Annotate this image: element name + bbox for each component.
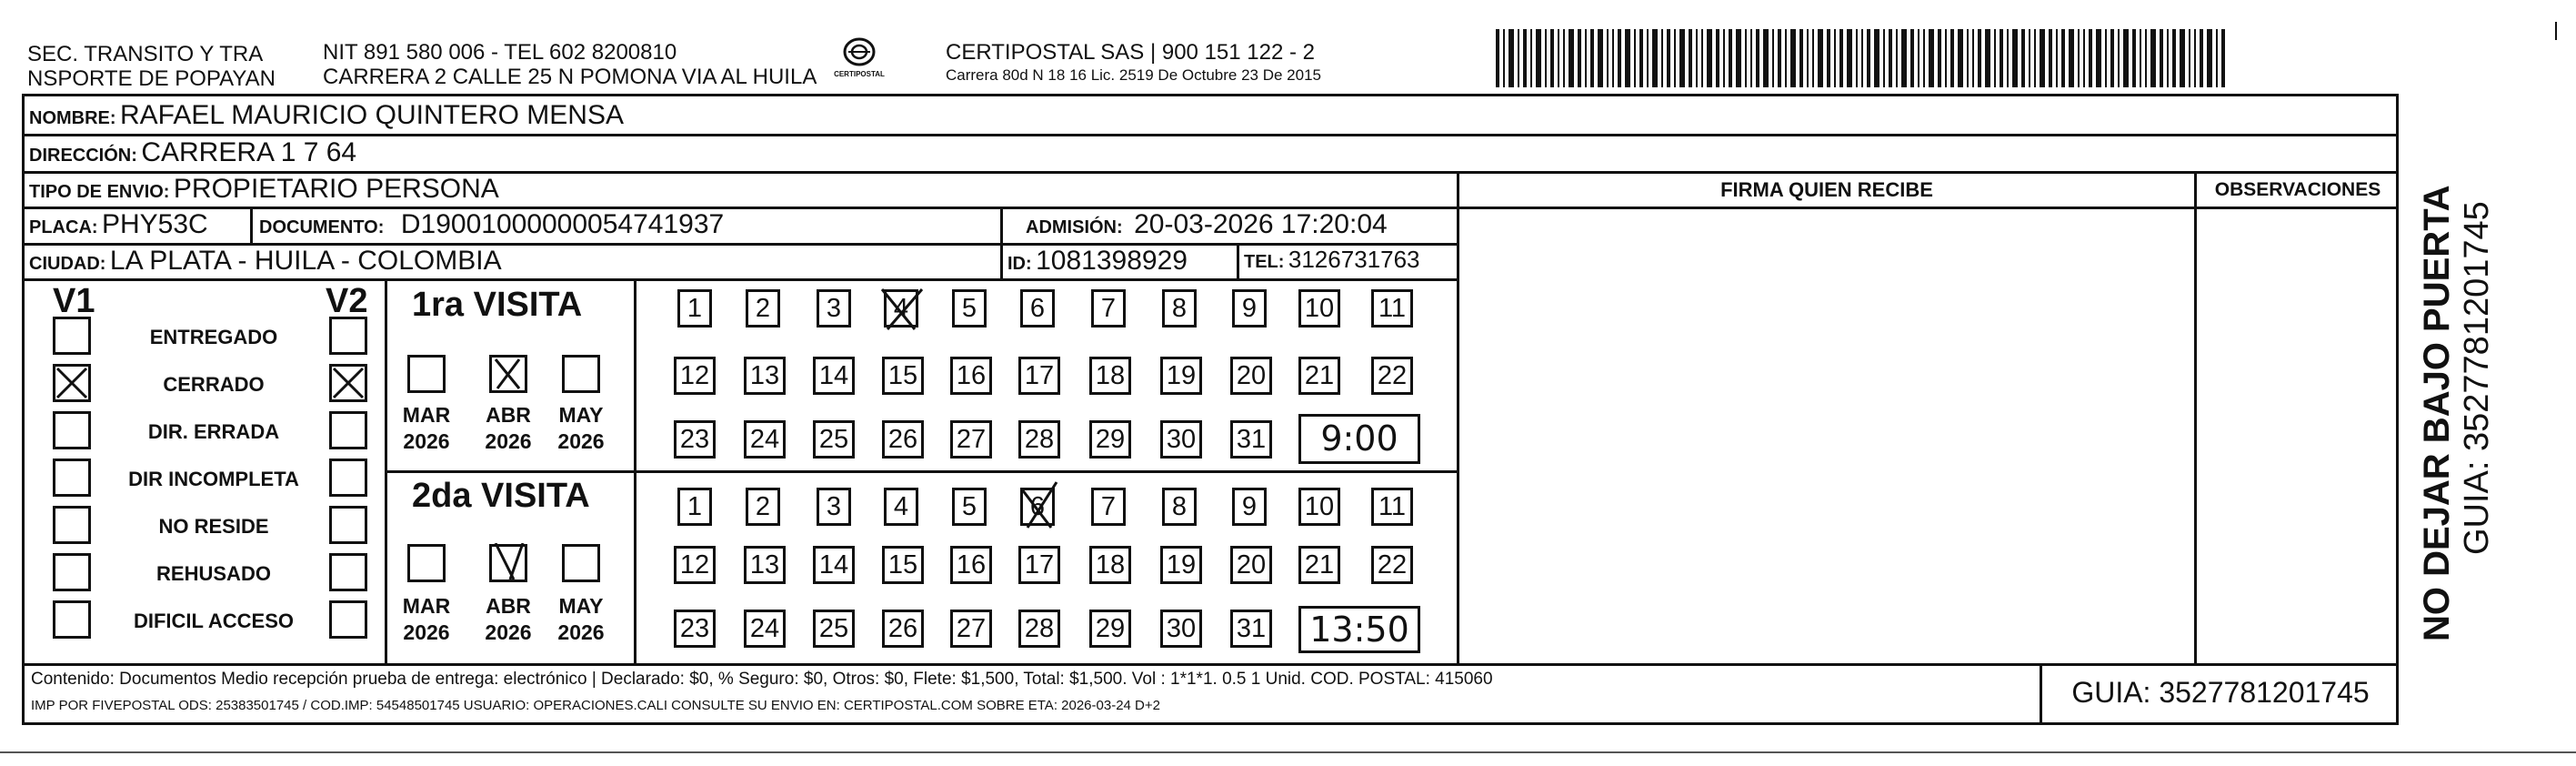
documento-value: D19001000000054741937 bbox=[400, 209, 725, 239]
visit2-day-mark bbox=[1015, 480, 1062, 531]
visit2-day-1[interactable]: 1 bbox=[677, 488, 712, 526]
visit2-may bbox=[549, 593, 613, 646]
visit1-day-19[interactable]: 19 bbox=[1160, 357, 1202, 395]
side-no-dejar: NO DEJAR BAJO PUERTA bbox=[2417, 185, 2457, 641]
visit2-day-30[interactable]: 30 bbox=[1160, 610, 1202, 648]
id-label: ID: bbox=[1007, 254, 1032, 274]
visit1-abr-label: ABR bbox=[486, 403, 531, 427]
visit1-may-checkbox[interactable] bbox=[562, 355, 600, 393]
status-dificil-acceso: DIFICIL ACCESO bbox=[133, 610, 294, 632]
visit2-abr-year: 2026 bbox=[485, 620, 532, 644]
documento-field bbox=[259, 209, 724, 240]
visit2-mar-checkbox[interactable] bbox=[407, 544, 446, 582]
visit2-abr-label: ABR bbox=[486, 594, 531, 618]
firma-header: FIRMA QUIEN RECIBE bbox=[1720, 178, 1933, 201]
id-value: 1081398929 bbox=[1036, 246, 1188, 276]
status-rehusado: REHUSADO bbox=[156, 562, 271, 585]
visit1-day-9[interactable]: 9 bbox=[1232, 289, 1267, 328]
tipo-value: PROPIETARIO PERSONA bbox=[173, 174, 499, 204]
visit1-day-7[interactable]: 7 bbox=[1091, 289, 1126, 328]
visit2-mar bbox=[395, 593, 458, 646]
visit1-day-15[interactable]: 15 bbox=[882, 357, 924, 395]
logo-text: CERTIPOSTAL bbox=[834, 70, 885, 78]
courier-line2: Carrera 80d N 18 16 Lic. 2519 De Octubre 23 De 2015 bbox=[946, 66, 1321, 84]
id-field bbox=[1007, 246, 1188, 277]
visit2-mar-label: MAR bbox=[402, 594, 451, 618]
admision-field bbox=[1026, 209, 1388, 240]
v2-dificil-acceso-checkbox[interactable] bbox=[329, 600, 367, 639]
v2-label: V2 bbox=[326, 282, 368, 320]
v1-entregado-checkbox[interactable] bbox=[53, 317, 91, 355]
bottom-edge bbox=[0, 751, 2576, 753]
visit1-day-23[interactable]: 23 bbox=[674, 420, 716, 459]
status-entregado: ENTREGADO bbox=[149, 326, 278, 348]
visit1-day-mark bbox=[878, 286, 926, 333]
visit2-day-7[interactable]: 7 bbox=[1091, 488, 1126, 526]
certipostal-logo bbox=[823, 36, 896, 91]
visit2-may-label: MAY bbox=[558, 594, 604, 618]
visit1-abr-checkbox[interactable] bbox=[489, 355, 527, 393]
address-line: CARRERA 2 CALLE 25 N POMONA VIA AL HUILA bbox=[323, 65, 817, 89]
v2-entregado-checkbox[interactable] bbox=[329, 317, 367, 355]
visit1-day-16[interactable]: 16 bbox=[950, 357, 992, 395]
visit1-day-25[interactable]: 25 bbox=[813, 420, 855, 459]
v1-cerrado-checkbox[interactable] bbox=[53, 364, 91, 402]
visit2-time-value: 13:50 bbox=[1309, 610, 1409, 650]
visit2-day-26[interactable]: 26 bbox=[882, 610, 924, 648]
visit2-day-5[interactable]: 5 bbox=[952, 488, 987, 526]
visit2-day-29[interactable]: 29 bbox=[1089, 610, 1131, 648]
tipo-row bbox=[29, 174, 499, 205]
visit2-day-12[interactable]: 12 bbox=[674, 546, 716, 584]
visit1-day-14[interactable]: 14 bbox=[813, 357, 855, 395]
visit1-may bbox=[549, 402, 613, 455]
visit2-day-11[interactable]: 11 bbox=[1371, 488, 1413, 526]
visit2-day-15[interactable]: 15 bbox=[882, 546, 924, 584]
placa-label: PLACA: bbox=[29, 217, 98, 237]
v2-dir-errada-checkbox[interactable] bbox=[329, 411, 367, 449]
v2-rehusado-checkbox[interactable] bbox=[329, 553, 367, 591]
nit-line: NIT 891 580 006 - TEL 602 8200810 bbox=[323, 40, 677, 65]
corner-mark bbox=[2555, 22, 2557, 40]
ciudad-label: CIUDAD: bbox=[29, 254, 106, 274]
visit2-day-10[interactable]: 10 bbox=[1298, 488, 1340, 526]
visit2-day-27[interactable]: 27 bbox=[950, 610, 992, 648]
visit1-may-year: 2026 bbox=[557, 429, 605, 453]
v2-cerrado-checkbox[interactable] bbox=[329, 364, 367, 402]
visit1-day-1[interactable]: 1 bbox=[677, 289, 712, 328]
visit1-time-box[interactable] bbox=[1298, 414, 1420, 464]
documento-label: DOCUMENTO: bbox=[259, 217, 385, 237]
visit1-title: 1ra VISITA bbox=[412, 286, 583, 324]
v1-no-reside-checkbox[interactable] bbox=[53, 506, 91, 544]
visit1-day-24[interactable]: 24 bbox=[744, 420, 786, 459]
direccion-label: DIRECCIÓN: bbox=[29, 146, 137, 166]
nombre-row bbox=[29, 100, 624, 131]
v2-no-reside-checkbox[interactable] bbox=[329, 506, 367, 544]
visit1-day-18[interactable]: 18 bbox=[1089, 357, 1131, 395]
visit1-day-13[interactable]: 13 bbox=[744, 357, 786, 395]
direccion-row bbox=[29, 137, 356, 168]
status-dir-errada: DIR. ERRADA bbox=[147, 420, 280, 443]
status-dir-incompleta: DIR INCOMPLETA bbox=[128, 468, 299, 490]
visit2-day-17[interactable]: 17 bbox=[1018, 546, 1060, 584]
visit2-day-8[interactable]: 8 bbox=[1162, 488, 1197, 526]
visit1-day-6[interactable]: 6 bbox=[1020, 289, 1055, 328]
visit1-abr-year: 2026 bbox=[485, 429, 532, 453]
ciudad-value: LA PLATA - HUILA - COLOMBIA bbox=[109, 246, 502, 276]
visit2-day-23[interactable]: 23 bbox=[674, 610, 716, 648]
visit2-day-13[interactable]: 13 bbox=[744, 546, 786, 584]
visit2-day-31[interactable]: 31 bbox=[1230, 610, 1272, 648]
visit1-mar-checkbox[interactable] bbox=[407, 355, 446, 393]
visit1-day-4[interactable]: 4 bbox=[884, 289, 918, 328]
visit2-day-25[interactable]: 25 bbox=[813, 610, 855, 648]
sender-line1: SEC. TRANSITO Y TRA bbox=[27, 42, 264, 66]
footer-imp: IMP POR FIVEPOSTAL ODS: 25383501745 / COD.IMP: 54548501745 USUARIO: OPERACIONES.CALI CONSULTE SU ENVIO EN: CERTIPOSTAL.COM SOBRE ETA: 2026-03-24 D+2 bbox=[31, 698, 1160, 713]
nombre-label: NOMBRE: bbox=[29, 108, 116, 128]
visit1-day-29[interactable]: 29 bbox=[1089, 420, 1131, 459]
admision-value: 20-03-2026 17:20:04 bbox=[1134, 209, 1388, 239]
visit2-time-box[interactable] bbox=[1298, 606, 1420, 653]
visit1-mar-label: MAR bbox=[402, 403, 451, 427]
visit2-day-16[interactable]: 16 bbox=[950, 546, 992, 584]
v2-dir-incompleta-checkbox[interactable] bbox=[329, 459, 367, 497]
visit2-day-20[interactable]: 20 bbox=[1230, 546, 1272, 584]
visit1-day-21[interactable]: 21 bbox=[1298, 357, 1340, 395]
footer-guia: GUIA: 3527781201745 bbox=[2071, 676, 2370, 709]
visit2-day-14[interactable]: 14 bbox=[813, 546, 855, 584]
sender-line2: NSPORTE DE POPAYAN bbox=[27, 66, 276, 91]
placa-field bbox=[29, 209, 208, 240]
v1-dificil-acceso-checkbox[interactable] bbox=[53, 600, 91, 639]
visit2-day-2[interactable]: 2 bbox=[746, 488, 780, 526]
visit2-abr bbox=[476, 593, 540, 646]
visit2-day-18[interactable]: 18 bbox=[1089, 546, 1131, 584]
visit1-day-10[interactable]: 10 bbox=[1298, 289, 1340, 328]
visit1-day-2[interactable]: 2 bbox=[746, 289, 780, 328]
visit1-day-8[interactable]: 8 bbox=[1162, 289, 1197, 328]
visit2-day-22[interactable]: 22 bbox=[1371, 546, 1413, 584]
visit1-day-3[interactable]: 3 bbox=[817, 289, 851, 328]
tel-field bbox=[1244, 246, 1420, 274]
visit1-day-31[interactable]: 31 bbox=[1230, 420, 1272, 459]
courier-info bbox=[946, 40, 1321, 86]
nombre-value: RAFAEL MAURICIO QUINTERO MENSA bbox=[120, 100, 624, 130]
visit1-day-28[interactable]: 28 bbox=[1018, 420, 1060, 459]
side-guia: GUIA: 3527781201745 bbox=[2458, 201, 2496, 555]
status-cerrado: CERRADO bbox=[163, 373, 265, 396]
visit1-day-22[interactable]: 22 bbox=[1371, 357, 1413, 395]
visit1-time-value: 9:00 bbox=[1320, 418, 1398, 459]
visit1-abr bbox=[476, 402, 540, 455]
visit2-day-21[interactable]: 21 bbox=[1298, 546, 1340, 584]
visit1-may-label: MAY bbox=[558, 403, 604, 427]
admision-label: ADMISIÓN: bbox=[1026, 217, 1123, 237]
visit1-day-20[interactable]: 20 bbox=[1230, 357, 1272, 395]
visit2-day-4[interactable]: 4 bbox=[884, 488, 918, 526]
visit2-title: 2da VISITA bbox=[412, 477, 590, 515]
placa-value: PHY53C bbox=[102, 209, 208, 239]
visit1-mar-year: 2026 bbox=[403, 429, 450, 453]
v1-rehusado-checkbox[interactable] bbox=[53, 553, 91, 591]
visit1-day-12[interactable]: 12 bbox=[674, 357, 716, 395]
visit2-abr-checkbox[interactable] bbox=[489, 544, 527, 582]
visit2-day-19[interactable]: 19 bbox=[1160, 546, 1202, 584]
visit2-mar-year: 2026 bbox=[403, 620, 450, 644]
visit1-day-27[interactable]: 27 bbox=[950, 420, 992, 459]
courier-line1: CERTIPOSTAL SAS | 900 151 122 - 2 bbox=[946, 40, 1315, 65]
footer-contenido: Contenido: Documentos Medio recepción prueba de entrega: electrónico | Declarado: $0, % Seguro: $0, Otros: $0, Flete: $1,500, Total: $1,500. Vol : 1*1*1. 0.5 1 Unid. COD. POSTAL: 415060 bbox=[31, 670, 1493, 689]
tipo-label: TIPO DE ENVIO: bbox=[29, 182, 170, 202]
v1-dir-errada-checkbox[interactable] bbox=[53, 411, 91, 449]
visit1-mar bbox=[395, 402, 458, 455]
tel-value: 3126731763 bbox=[1288, 246, 1420, 273]
visit2-day-24[interactable]: 24 bbox=[744, 610, 786, 648]
v1-label: V1 bbox=[53, 282, 95, 320]
visit1-day-30[interactable]: 30 bbox=[1160, 420, 1202, 459]
visit1-day-26[interactable]: 26 bbox=[882, 420, 924, 459]
v1-dir-incompleta-checkbox[interactable] bbox=[53, 459, 91, 497]
direccion-value: CARRERA 1 7 64 bbox=[141, 137, 357, 167]
barcode bbox=[1496, 29, 2228, 87]
tel-label: TEL: bbox=[1244, 252, 1285, 272]
visit1-day-17[interactable]: 17 bbox=[1018, 357, 1060, 395]
visit2-day-6[interactable]: 6 bbox=[1020, 488, 1055, 526]
sender-name bbox=[27, 42, 276, 91]
visit2-day-3[interactable]: 3 bbox=[817, 488, 851, 526]
status-no-reside: NO RESIDE bbox=[158, 515, 269, 538]
logo-icon bbox=[841, 36, 877, 67]
visit2-day-28[interactable]: 28 bbox=[1018, 610, 1060, 648]
visit2-day-9[interactable]: 9 bbox=[1232, 488, 1267, 526]
visit1-day-11[interactable]: 11 bbox=[1371, 289, 1413, 328]
visit2-may-checkbox[interactable] bbox=[562, 544, 600, 582]
visit1-day-5[interactable]: 5 bbox=[952, 289, 987, 328]
visit2-may-year: 2026 bbox=[557, 620, 605, 644]
sender-contact bbox=[323, 40, 817, 89]
ciudad-field bbox=[29, 246, 502, 277]
observaciones-header: OBSERVACIONES bbox=[2214, 179, 2381, 200]
